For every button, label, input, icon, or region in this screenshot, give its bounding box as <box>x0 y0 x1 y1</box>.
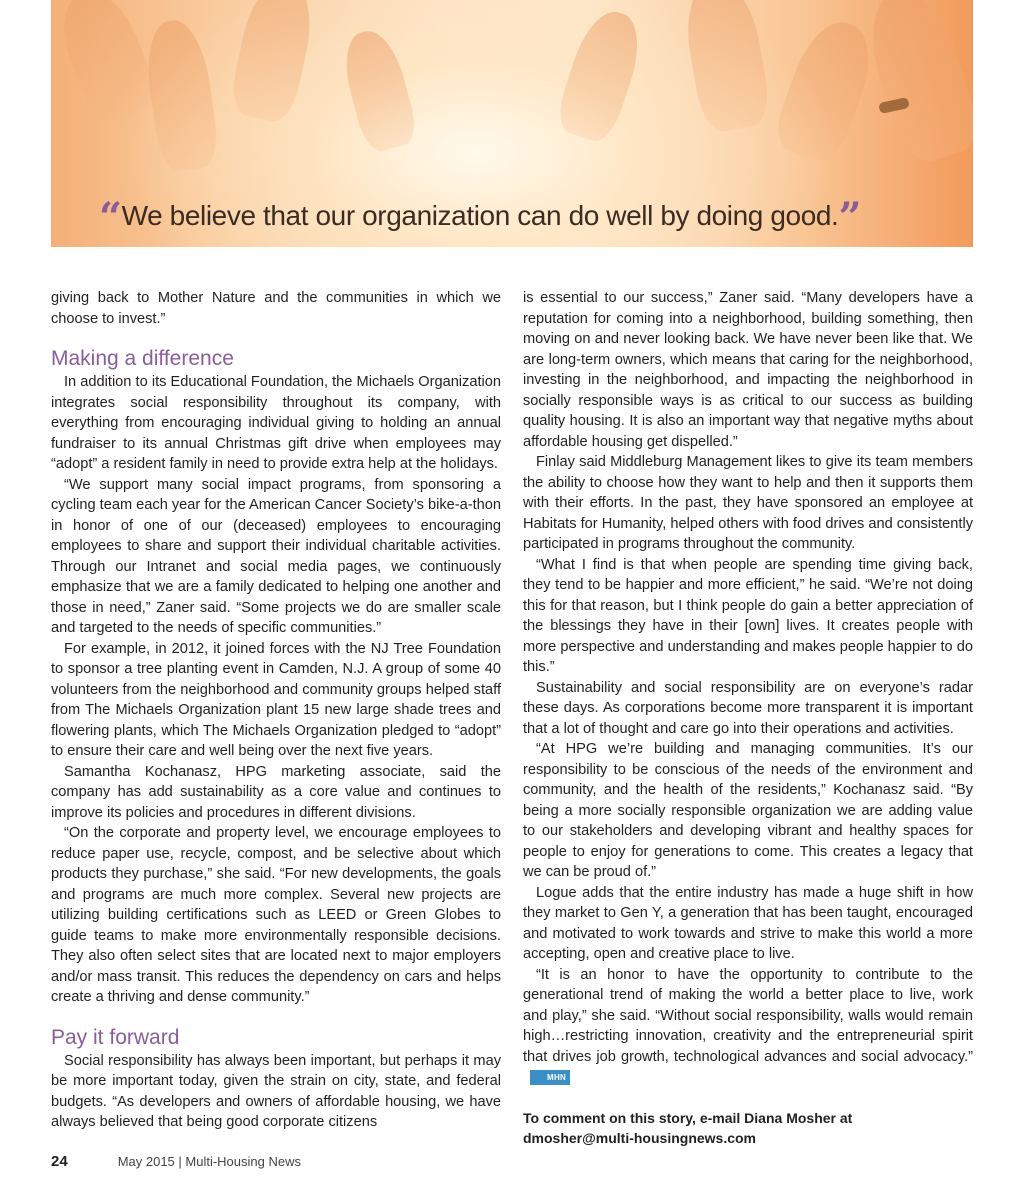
paragraph: giving back to Mother Nature and the communities in which we choose to invest.” <box>51 290 501 327</box>
open-quote-mark-icon: “ <box>99 194 122 241</box>
section-heading-pay-it-forward: Pay it forward <box>51 1025 180 1049</box>
paragraph: In addition to its Educational Foundation, the Michaels Organization integrates social responsibility throughout its company, with everything from encouraging individual giving to holding an annual fundraiser to its annual Christmas gift drive when employees may “adopt” a resident family in need to provide extra help at the holidays. <box>51 374 501 472</box>
comment-note <box>523 1108 973 1149</box>
pull-quote-text: We believe that our organization can do well by doing good. <box>121 200 839 231</box>
page-number: 24 <box>51 1153 68 1170</box>
paragraph: Logue adds that the entire industry has made a huge shift in how they market to Gen Y, a generation that has been taught, encouraged and motivated to work towards and strive to make this world a more accepting, open and creative place to live. <box>523 884 973 962</box>
paragraph: Sustainability and social responsibility are on everyone’s radar these days. As corporations become more transparent it is important that a lot of thought and care go into their operations and activities. <box>523 679 973 737</box>
pull-quote <box>99 194 959 241</box>
section-heading-making-a-difference: Making a difference <box>51 347 234 370</box>
paragraph: For example, in 2012, it joined forces with the NJ Tree Foundation to sponsor a tree planting event in Camden, N.J. A group of some 40 volunteers from the neighborhood and community groups helped staff from The Michaels Organization plant 15 new large shade trees and flowering plants, which The Michaels Organization pledged to “adopt” to ensure their care and well being over the next five years. <box>51 640 501 759</box>
paragraph: “We support many social impact programs, from sponsoring a cycling team each year for the American Cancer Society’s bike-a-thon in honor of one of our (deceased) employees to encouraging employees to share and support their individual charitable activities. Through our Intranet and social media pages, we continuously emphasize that we are a family dedicated to helping one another and those in need,” Zaner said. “Some projects we do are smaller scale and targeted to the needs of specific communities.” <box>51 476 501 636</box>
paragraph: Samantha Kochanasz, HPG marketing associate, said the company has add sustainability as a core value and continues to improve its policies and procedures in different divisions. <box>51 763 501 821</box>
paragraph: Social responsibility has always been important, but perhaps it may be more important today, given the strain on city, state, and federal budgets. “As developers and owners of affordable housing, we have always believed that being good corporate citizens <box>51 1052 501 1130</box>
left-column <box>51 288 501 1133</box>
paragraph: “What I find is that when people are spending time giving back, they tend to be happier and more efficient,” he said. “We’re not doing this for that reason, but I think people do gain a better appreciation of the blessings they have in their [own] lives. It creates people with more perspective and understanding and makes people happier to do this.” <box>523 556 973 675</box>
comment-line: To comment on this story, e-mail Diana Mosher at <box>523 1109 853 1126</box>
hands-banner-image <box>51 0 973 247</box>
comment-email-link[interactable]: dmosher@multi-housingnews.com <box>523 1130 757 1146</box>
right-column <box>523 288 973 1149</box>
end-of-story-badge: MHN <box>530 1070 570 1085</box>
issue-line: May 2015 | Multi-Housing News <box>117 1154 301 1169</box>
paragraph: “On the corporate and property level, we encourage employees to reduce paper use, recycle, compost, and be selective about which products they purchase,” she said. “For new developments, the goals and programs are much more complex. Several new projects are utilizing building certifications such as LEED or Green Globes to guide teams to make more environmentally responsible decisions. They also often select sites that are located next to major employers and/or mass transit. This reduces the dependency on cars and helps create a thriving and dense community.” <box>51 825 501 1005</box>
paragraph: “At HPG we’re building and managing communities. It’s our responsibility to be conscious of the needs of the environment and community, and the health of the residents,” Kochanasz said. “By being a more socially responsible organization we are adding value to our stakeholders and developing vibrant and healthy spaces for people to enjoy for generations to come. This creates a legacy that we can be proud of.” <box>523 741 973 880</box>
paragraph-final <box>523 965 973 1088</box>
page-footer <box>51 1153 301 1170</box>
close-quote-mark-icon: ” <box>838 194 862 241</box>
paragraph: Finlay said Middleburg Management likes to give its team members the ability to choose how they want to help and then it supports them with their efforts. In the past, they have sponsored an employee at Habitats for Humanity, helped others with food drives and consistently participated in programs throughout the community. <box>523 454 973 552</box>
paragraph-final-text: “It is an honor to have the opportunity to contribute to the generational trend of making the world a better place to live, work and play,” she said. “Without social responsibility, walls would remain high…restricting innovation, creativity and the entrepreneurial spirit that drives job growth, technological advances and social advocacy.” <box>523 966 973 1065</box>
paragraph: is essential to our success,” Zaner said. “Many developers have a reputation for coming into a neighborhood, building something, then moving on and never looking back. We have never been like that. We are long-term owners, which means that caring for the neighborhood, investing in the neighborhood, and impacting the neighborhood in socially responsible ways is as critical to our success as building quality housing. It is also an important way that negative myths about affordable housing get dispelled.” <box>523 290 973 450</box>
